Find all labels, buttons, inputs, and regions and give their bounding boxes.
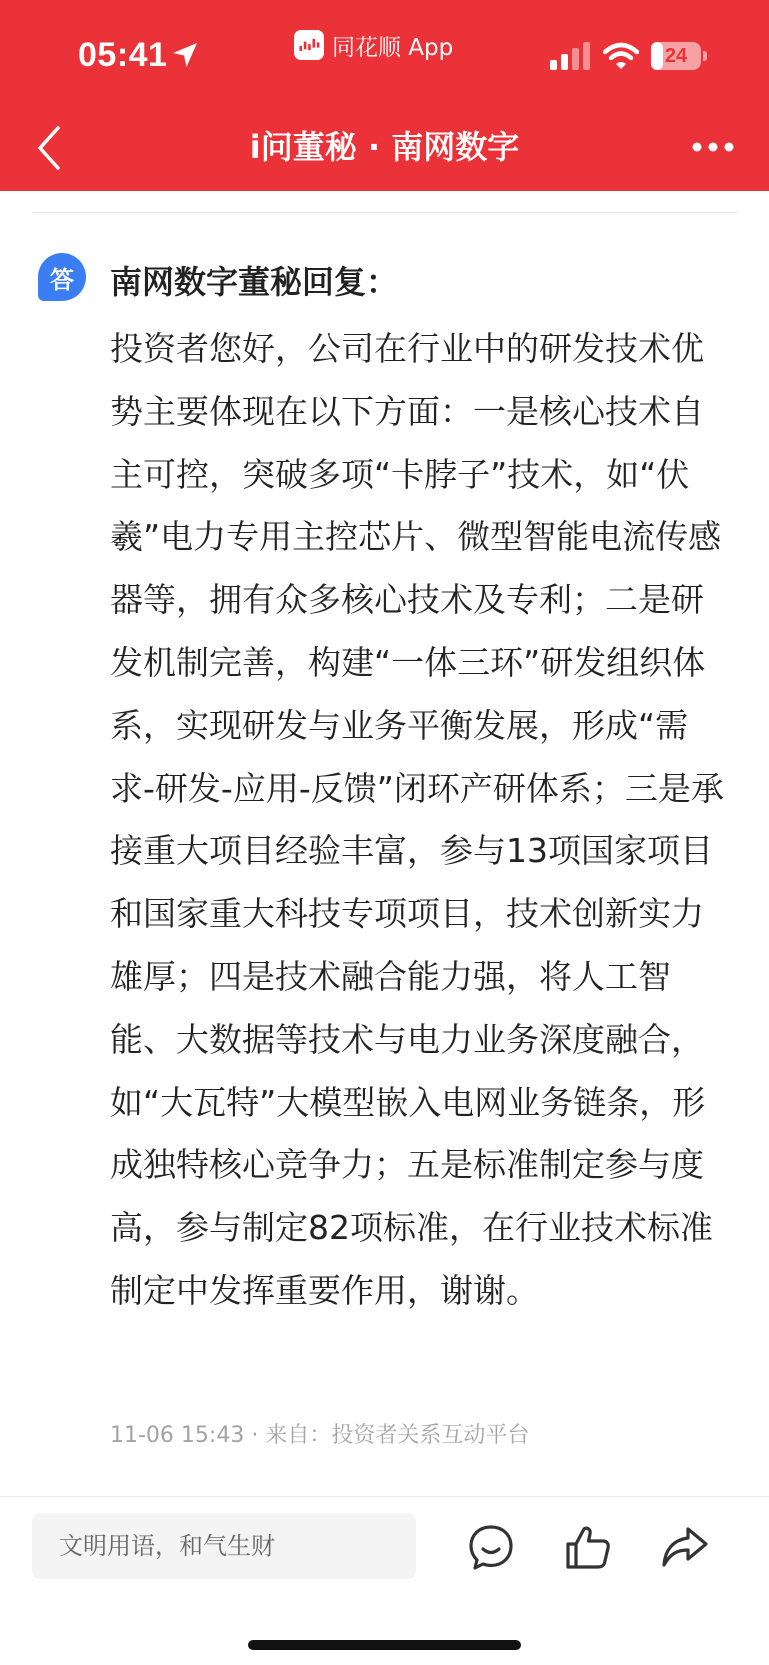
comment-input[interactable] <box>32 1513 416 1579</box>
reply-meta <box>110 1418 529 1449</box>
reply-timestamp: 11-06 15:43 <box>110 1423 245 1448</box>
more-options-button[interactable] <box>690 134 736 160</box>
battery-percentage: 24 <box>664 45 688 67</box>
app-name: 同花顺 App <box>332 34 454 61</box>
divider <box>0 1496 769 1497</box>
comment-button[interactable] <box>466 1522 516 1572</box>
app-logo-icon <box>294 30 324 60</box>
battery-icon <box>651 42 707 70</box>
like-button[interactable] <box>563 1522 613 1572</box>
answer-badge: 答 <box>38 253 86 301</box>
wifi-icon <box>603 42 639 70</box>
cellular-signal-icon <box>550 42 592 70</box>
app-indicator[interactable] <box>294 29 453 61</box>
reply-author: 南网数字董秘回复： <box>110 263 399 301</box>
page-title: i问董秘 · 南网数字 <box>249 128 520 166</box>
location-arrow-icon <box>170 40 200 70</box>
meta-separator: · <box>244 1423 266 1448</box>
reply-body: 投资者您好，公司在行业中的研发技术优势主要体现在以下方面：一是核心技术自主可控，突破多项“卡脖子”技术，如“伏羲”电力专用主控芯片、微型智能电流传感器等，拥有众多核心技术及专利；二是研发机制完善，构建“一体三环”研发组织体系，实现研发与业务平衡发展，形成“需求-研发-应用-反馈”闭环产研体系；三是承接重大项目经验丰富，参与13项国家项目和国家重大科技专项项目，技术创新实力雄厚；四是技术融合能力强，将人工智能、大数据等技术与电力业务深度融合，如“大瓦特”大模型嵌入电网业务链条，形成独特核心竞争力；五是标准制定参与度高，参与制定82项标准，在行业技术标准制定中发挥重要作用，谢谢。 <box>110 329 724 1310</box>
source-label: 来自： <box>265 1423 332 1448</box>
source-link[interactable]: 投资者关系互动平台 <box>331 1423 530 1448</box>
status-time: 05:41 <box>78 36 168 74</box>
share-button[interactable] <box>660 1522 710 1572</box>
app-header <box>0 0 769 191</box>
home-indicator <box>248 1640 521 1650</box>
divider <box>32 212 737 213</box>
